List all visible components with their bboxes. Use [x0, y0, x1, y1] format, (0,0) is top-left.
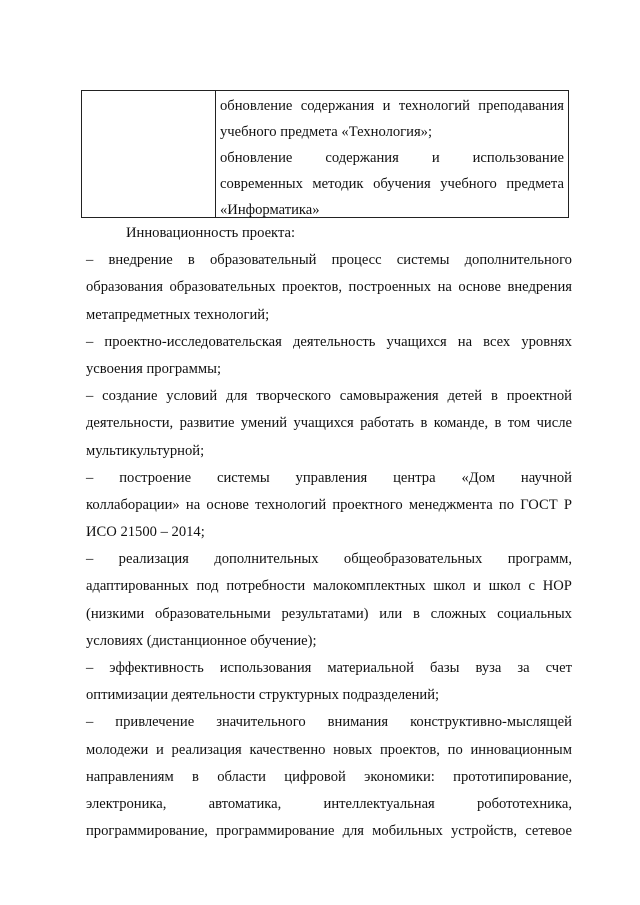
word: в	[192, 768, 199, 785]
word: проектной	[506, 388, 572, 405]
word: на	[437, 279, 452, 296]
list-item-line: ИСО 21500 – 2014;	[86, 524, 205, 541]
word: в	[187, 252, 195, 269]
list-item-first-line	[86, 465, 572, 492]
table-cell-left-empty	[82, 91, 216, 217]
word: потребности	[226, 578, 306, 595]
list-item-line: условиях (дистанционное обучение);	[86, 632, 317, 649]
word: и	[382, 98, 391, 114]
word: конструктивно-мыслящей	[410, 714, 572, 731]
word: автоматика,	[208, 795, 282, 812]
word: коллаборации»	[86, 496, 180, 513]
word: для	[226, 388, 248, 405]
word: работать	[360, 415, 415, 432]
word: сетевое	[525, 823, 572, 840]
word: технологий	[398, 98, 470, 114]
word: том	[507, 415, 531, 432]
table-line	[220, 93, 564, 119]
word: НОР	[542, 578, 572, 595]
word: молодежи	[86, 741, 149, 758]
word: учащихся	[293, 415, 354, 432]
word: внедрения	[507, 279, 572, 296]
word: обновление	[220, 150, 293, 166]
list-item-line: мультикультурной;	[86, 442, 205, 459]
word: современных	[220, 176, 303, 192]
word: образования	[86, 279, 163, 296]
word: по	[447, 741, 463, 758]
word: внимания	[327, 714, 389, 731]
word: управления	[295, 469, 368, 486]
list-item-line	[86, 737, 572, 764]
table-line: «Информатика»	[220, 202, 320, 218]
word: ГОСТ	[520, 496, 558, 513]
word: цифровой	[284, 768, 346, 785]
word: технологий	[255, 496, 327, 513]
word: –	[86, 333, 94, 350]
word: детей	[447, 388, 483, 405]
word: проектного	[332, 496, 403, 513]
word: «Дом	[461, 469, 495, 486]
word: команде,	[433, 415, 489, 432]
word: –	[86, 551, 94, 568]
list-item-line: усвоения программы;	[86, 360, 221, 377]
word: дополнительных	[214, 551, 319, 568]
word: на	[457, 333, 473, 350]
word: системы	[396, 252, 450, 269]
word: деятельности,	[86, 415, 174, 432]
word: вуза	[475, 660, 502, 676]
word: –	[86, 660, 94, 676]
list-item-first-line	[86, 655, 572, 682]
word: уровнях	[521, 333, 572, 350]
word: (низкими	[86, 605, 145, 622]
innovation-list	[86, 247, 572, 845]
word: и	[473, 578, 481, 595]
word: общеобразовательных	[343, 551, 483, 568]
word: адаптированных	[86, 578, 189, 595]
word: деятельность	[292, 333, 376, 350]
list-item-line: оптимизации деятельности структурных подразделений;	[86, 687, 440, 704]
word: внедрение	[108, 252, 173, 269]
word: проектов,	[282, 279, 343, 296]
word: за	[517, 660, 530, 676]
list-item-first-line	[86, 329, 572, 356]
list-item-line	[86, 791, 572, 818]
word: учащихся	[386, 333, 447, 350]
word: базы	[429, 660, 460, 676]
word: проектно-исследовательская	[104, 333, 282, 350]
word: дополнительного	[464, 252, 572, 269]
word: основе	[458, 279, 501, 296]
word: системы	[216, 469, 270, 486]
word: и	[156, 741, 164, 758]
list-item-line	[86, 601, 572, 628]
word: образовательный	[209, 252, 317, 269]
word: содержания	[300, 98, 375, 114]
word: предмета	[506, 176, 564, 192]
word: значительного	[216, 714, 306, 731]
list-item-first-line	[86, 247, 572, 274]
table-line-justified	[220, 145, 564, 171]
list-item-line	[86, 818, 572, 845]
word: материальной	[327, 660, 414, 676]
word: программирование,	[86, 823, 208, 840]
word: –	[86, 469, 94, 486]
word: или	[379, 605, 403, 622]
word: счет	[545, 660, 572, 676]
list-item-line	[86, 274, 572, 301]
word: области	[217, 768, 266, 785]
word: привлечение	[115, 714, 195, 731]
word: творческого	[256, 388, 331, 405]
word: методик	[312, 176, 364, 192]
word: малокомплектных	[312, 578, 426, 595]
word: всех	[483, 333, 511, 350]
word: под	[196, 578, 219, 595]
word: по	[498, 496, 515, 513]
word: создание	[102, 388, 158, 405]
word: инновационным	[470, 741, 572, 758]
word: самовыражения	[339, 388, 439, 405]
word: для	[342, 823, 365, 840]
word: развитие	[179, 415, 235, 432]
table-line: учебного предмета «Технология»;	[220, 124, 433, 140]
word: мобильных	[372, 823, 443, 840]
word: социальных	[497, 605, 572, 622]
table-fragment	[81, 90, 569, 218]
word: в	[490, 388, 498, 405]
word: эффективность	[109, 660, 204, 676]
word: в	[494, 415, 502, 432]
word: с	[528, 578, 535, 595]
table-line	[220, 171, 564, 197]
list-item-line	[86, 764, 572, 791]
word: школ	[433, 578, 466, 595]
word: программирование	[216, 823, 335, 840]
word: умений	[240, 415, 288, 432]
word: содержания	[325, 150, 399, 166]
word: преподавания	[478, 98, 564, 114]
word: использование	[472, 150, 564, 166]
word: условий	[166, 388, 218, 405]
word: образовательными	[154, 605, 271, 622]
list-item-line: метапредметных технологий;	[86, 306, 270, 323]
word: обучения	[373, 176, 431, 192]
list-item-line	[86, 410, 572, 437]
word: робототехника,	[476, 795, 572, 812]
word: построенных	[348, 279, 432, 296]
word: числе	[536, 415, 572, 432]
table-cell-right	[216, 91, 568, 217]
word: основе	[206, 496, 249, 513]
word: реализация	[171, 741, 242, 758]
word: результатами)	[281, 605, 369, 622]
word: реализация	[118, 551, 189, 568]
word: в	[420, 415, 428, 432]
word: школ	[488, 578, 521, 595]
word: устройств,	[450, 823, 518, 840]
word: на	[185, 496, 201, 513]
word: проектов,	[379, 741, 440, 758]
word: качественно	[249, 741, 326, 758]
word: интеллектуальная	[323, 795, 435, 812]
word: экономики:	[364, 768, 435, 785]
word: направлениям	[86, 768, 174, 785]
word: и	[431, 150, 440, 166]
word: новых	[333, 741, 373, 758]
word: использования	[219, 660, 312, 676]
list-item-first-line	[86, 709, 572, 736]
word: процесс	[331, 252, 382, 269]
list-item-first-line	[86, 546, 572, 573]
word: –	[86, 388, 94, 405]
list-item-first-line	[86, 383, 572, 410]
word: –	[86, 252, 94, 269]
word: программ,	[507, 551, 572, 568]
word: в	[412, 605, 420, 622]
body-text	[86, 220, 572, 845]
word: обновление	[220, 98, 293, 114]
word: электроника,	[86, 795, 167, 812]
list-item-line	[86, 573, 572, 600]
list-item-line	[86, 492, 572, 519]
word: прототипирование,	[453, 768, 572, 785]
word: построение	[119, 469, 192, 486]
word: образовательных	[169, 279, 276, 296]
section-heading: Инновационность проекта:	[126, 225, 296, 241]
word: –	[86, 714, 94, 731]
word: менеджмента	[408, 496, 493, 513]
word: центра	[393, 469, 436, 486]
word: научной	[520, 469, 572, 486]
word: сложных	[430, 605, 487, 622]
word: Р	[563, 496, 572, 513]
word: учебного	[440, 176, 497, 192]
